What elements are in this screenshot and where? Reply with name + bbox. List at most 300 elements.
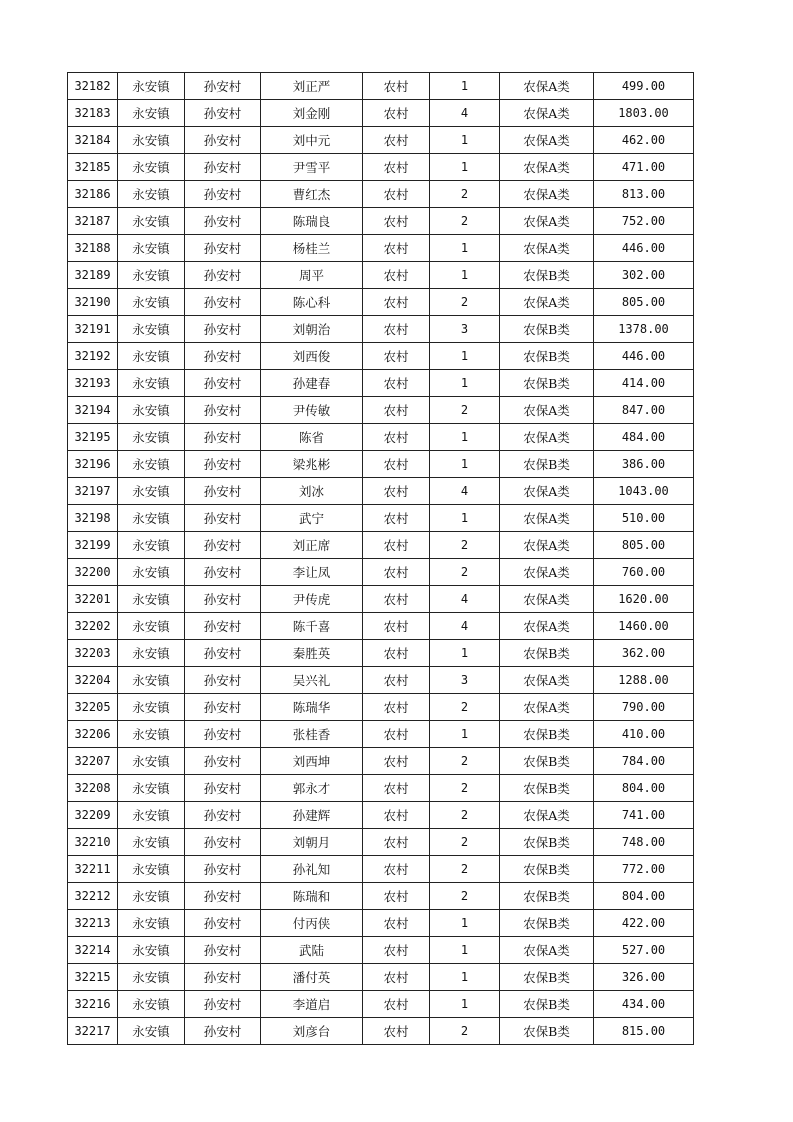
insurance-category-cell: 农保B类 [500,316,594,343]
village-cell: 孙安村 [185,73,261,100]
insurance-category-cell: 农保A类 [500,154,594,181]
member-count-cell: 1 [430,370,500,397]
village-cell: 孙安村 [185,802,261,829]
table-row [68,100,694,127]
amount-cell: 414.00 [594,370,694,397]
record-id-cell: 32202 [68,613,118,640]
insurance-category-cell: 农保A类 [500,127,594,154]
amount-cell: 1288.00 [594,667,694,694]
person-name-cell: 周平 [261,262,363,289]
table-row [68,694,694,721]
amount-cell: 446.00 [594,343,694,370]
insurance-category-cell: 农保B类 [500,262,594,289]
amount-cell: 434.00 [594,991,694,1018]
record-id-cell: 32183 [68,100,118,127]
person-name-cell: 李道启 [261,991,363,1018]
table-row [68,667,694,694]
insurance-category-cell: 农保A类 [500,613,594,640]
amount-cell: 527.00 [594,937,694,964]
village-cell: 孙安村 [185,586,261,613]
household-type-cell: 农村 [363,559,430,586]
insurance-category-cell: 农保A类 [500,235,594,262]
person-name-cell: 李让凤 [261,559,363,586]
record-id-cell: 32215 [68,964,118,991]
household-type-cell: 农村 [363,694,430,721]
record-id-cell: 32198 [68,505,118,532]
insurance-category-cell: 农保B类 [500,775,594,802]
record-id-cell: 32205 [68,694,118,721]
person-name-cell: 曹红杰 [261,181,363,208]
record-id-cell: 32212 [68,883,118,910]
record-id-cell: 32194 [68,397,118,424]
record-id-cell: 32191 [68,316,118,343]
household-type-cell: 农村 [363,856,430,883]
insurance-category-cell: 农保A类 [500,478,594,505]
town-cell: 永安镇 [118,532,185,559]
town-cell: 永安镇 [118,613,185,640]
table-row [68,991,694,1018]
record-id-cell: 32189 [68,262,118,289]
village-cell: 孙安村 [185,100,261,127]
village-cell: 孙安村 [185,748,261,775]
member-count-cell: 1 [430,505,500,532]
household-type-cell: 农村 [363,370,430,397]
household-type-cell: 农村 [363,289,430,316]
record-id-cell: 32214 [68,937,118,964]
town-cell: 永安镇 [118,667,185,694]
record-id-cell: 32201 [68,586,118,613]
table-row [68,748,694,775]
insurance-category-cell: 农保B类 [500,721,594,748]
record-id-cell: 32193 [68,370,118,397]
village-cell: 孙安村 [185,343,261,370]
household-type-cell: 农村 [363,262,430,289]
table-row [68,802,694,829]
village-cell: 孙安村 [185,937,261,964]
village-cell: 孙安村 [185,613,261,640]
member-count-cell: 2 [430,559,500,586]
village-cell: 孙安村 [185,829,261,856]
record-id-cell: 32207 [68,748,118,775]
person-name-cell: 刘朝治 [261,316,363,343]
record-id-cell: 32185 [68,154,118,181]
town-cell: 永安镇 [118,316,185,343]
insurance-category-cell: 农保B类 [500,964,594,991]
insurance-category-cell: 农保A类 [500,937,594,964]
table-row [68,262,694,289]
insurance-category-cell: 农保B类 [500,451,594,478]
insurance-category-cell: 农保A类 [500,802,594,829]
village-cell: 孙安村 [185,289,261,316]
village-cell: 孙安村 [185,181,261,208]
member-count-cell: 3 [430,316,500,343]
table-row [68,316,694,343]
household-type-cell: 农村 [363,100,430,127]
village-cell: 孙安村 [185,559,261,586]
member-count-cell: 4 [430,478,500,505]
village-cell: 孙安村 [185,910,261,937]
insurance-category-cell: 农保A类 [500,73,594,100]
village-cell: 孙安村 [185,667,261,694]
insurance-category-cell: 农保A类 [500,289,594,316]
insurance-category-cell: 农保A类 [500,559,594,586]
town-cell: 永安镇 [118,721,185,748]
person-name-cell: 陈瑞华 [261,694,363,721]
data-table [67,72,694,1045]
town-cell: 永安镇 [118,181,185,208]
record-id-cell: 32206 [68,721,118,748]
insurance-category-cell: 农保A类 [500,208,594,235]
village-cell: 孙安村 [185,208,261,235]
town-cell: 永安镇 [118,856,185,883]
town-cell: 永安镇 [118,505,185,532]
person-name-cell: 郭永才 [261,775,363,802]
record-id-cell: 32187 [68,208,118,235]
town-cell: 永安镇 [118,478,185,505]
amount-cell: 748.00 [594,829,694,856]
household-type-cell: 农村 [363,829,430,856]
person-name-cell: 刘西坤 [261,748,363,775]
member-count-cell: 2 [430,181,500,208]
town-cell: 永安镇 [118,829,185,856]
insurance-category-cell: 农保B类 [500,991,594,1018]
town-cell: 永安镇 [118,802,185,829]
amount-cell: 1460.00 [594,613,694,640]
amount-cell: 790.00 [594,694,694,721]
insurance-category-cell: 农保B类 [500,748,594,775]
record-id-cell: 32208 [68,775,118,802]
person-name-cell: 孙礼知 [261,856,363,883]
member-count-cell: 1 [430,910,500,937]
household-type-cell: 农村 [363,73,430,100]
town-cell: 永安镇 [118,397,185,424]
village-cell: 孙安村 [185,262,261,289]
household-type-cell: 农村 [363,505,430,532]
member-count-cell: 4 [430,613,500,640]
table-row [68,532,694,559]
member-count-cell: 1 [430,640,500,667]
amount-cell: 772.00 [594,856,694,883]
household-type-cell: 农村 [363,154,430,181]
table-row [68,73,694,100]
town-cell: 永安镇 [118,640,185,667]
person-name-cell: 武宁 [261,505,363,532]
table-body [68,73,694,1045]
person-name-cell: 刘正席 [261,532,363,559]
member-count-cell: 1 [430,154,500,181]
amount-cell: 804.00 [594,883,694,910]
insurance-category-cell: 农保A类 [500,532,594,559]
member-count-cell: 1 [430,721,500,748]
person-name-cell: 陈省 [261,424,363,451]
insurance-category-cell: 农保B类 [500,910,594,937]
town-cell: 永安镇 [118,100,185,127]
household-type-cell: 农村 [363,964,430,991]
table-row [68,289,694,316]
amount-cell: 422.00 [594,910,694,937]
table-row [68,1018,694,1045]
table-row [68,937,694,964]
insurance-category-cell: 农保B类 [500,829,594,856]
person-name-cell: 刘西俊 [261,343,363,370]
village-cell: 孙安村 [185,127,261,154]
amount-cell: 410.00 [594,721,694,748]
village-cell: 孙安村 [185,694,261,721]
member-count-cell: 2 [430,883,500,910]
insurance-category-cell: 农保A类 [500,424,594,451]
member-count-cell: 4 [430,100,500,127]
table-row [68,559,694,586]
person-name-cell: 陈心科 [261,289,363,316]
table-row [68,127,694,154]
household-type-cell: 农村 [363,586,430,613]
person-name-cell: 潘付英 [261,964,363,991]
household-type-cell: 农村 [363,343,430,370]
household-type-cell: 农村 [363,181,430,208]
member-count-cell: 2 [430,532,500,559]
member-count-cell: 2 [430,748,500,775]
town-cell: 永安镇 [118,694,185,721]
town-cell: 永安镇 [118,343,185,370]
member-count-cell: 1 [430,262,500,289]
table-row [68,343,694,370]
household-type-cell: 农村 [363,802,430,829]
member-count-cell: 2 [430,856,500,883]
household-type-cell: 农村 [363,478,430,505]
amount-cell: 805.00 [594,532,694,559]
amount-cell: 386.00 [594,451,694,478]
member-count-cell: 2 [430,802,500,829]
village-cell: 孙安村 [185,640,261,667]
village-cell: 孙安村 [185,964,261,991]
table-row [68,613,694,640]
record-id-cell: 32209 [68,802,118,829]
amount-cell: 471.00 [594,154,694,181]
record-id-cell: 32184 [68,127,118,154]
town-cell: 永安镇 [118,262,185,289]
household-type-cell: 农村 [363,775,430,802]
household-type-cell: 农村 [363,127,430,154]
record-id-cell: 32182 [68,73,118,100]
town-cell: 永安镇 [118,208,185,235]
village-cell: 孙安村 [185,721,261,748]
table-row [68,775,694,802]
amount-cell: 1043.00 [594,478,694,505]
household-type-cell: 农村 [363,316,430,343]
table-row [68,883,694,910]
household-type-cell: 农村 [363,640,430,667]
record-id-cell: 32213 [68,910,118,937]
amount-cell: 362.00 [594,640,694,667]
town-cell: 永安镇 [118,370,185,397]
person-name-cell: 刘金刚 [261,100,363,127]
person-name-cell: 杨桂兰 [261,235,363,262]
person-name-cell: 尹雪平 [261,154,363,181]
member-count-cell: 2 [430,1018,500,1045]
amount-cell: 752.00 [594,208,694,235]
member-count-cell: 2 [430,289,500,316]
amount-cell: 1378.00 [594,316,694,343]
town-cell: 永安镇 [118,991,185,1018]
person-name-cell: 刘正严 [261,73,363,100]
person-name-cell: 秦胜英 [261,640,363,667]
town-cell: 永安镇 [118,73,185,100]
table-row [68,721,694,748]
village-cell: 孙安村 [185,235,261,262]
person-name-cell: 武陆 [261,937,363,964]
record-id-cell: 32216 [68,991,118,1018]
town-cell: 永安镇 [118,775,185,802]
town-cell: 永安镇 [118,964,185,991]
table-row [68,397,694,424]
household-type-cell: 农村 [363,721,430,748]
amount-cell: 510.00 [594,505,694,532]
amount-cell: 805.00 [594,289,694,316]
household-type-cell: 农村 [363,1018,430,1045]
town-cell: 永安镇 [118,937,185,964]
table-row [68,505,694,532]
record-id-cell: 32204 [68,667,118,694]
table-row [68,208,694,235]
person-name-cell: 梁兆彬 [261,451,363,478]
village-cell: 孙安村 [185,451,261,478]
town-cell: 永安镇 [118,1018,185,1045]
table-row [68,856,694,883]
member-count-cell: 2 [430,694,500,721]
village-cell: 孙安村 [185,370,261,397]
insurance-category-cell: 农保B类 [500,1018,594,1045]
village-cell: 孙安村 [185,505,261,532]
person-name-cell: 刘中元 [261,127,363,154]
insurance-category-cell: 农保B类 [500,640,594,667]
village-cell: 孙安村 [185,883,261,910]
table-row [68,640,694,667]
member-count-cell: 1 [430,451,500,478]
household-type-cell: 农村 [363,910,430,937]
table-row [68,181,694,208]
household-type-cell: 农村 [363,991,430,1018]
insurance-category-cell: 农保B类 [500,370,594,397]
member-count-cell: 2 [430,208,500,235]
person-name-cell: 孙建春 [261,370,363,397]
town-cell: 永安镇 [118,127,185,154]
member-count-cell: 1 [430,343,500,370]
member-count-cell: 1 [430,964,500,991]
table-row [68,829,694,856]
town-cell: 永安镇 [118,910,185,937]
table-row [68,451,694,478]
person-name-cell: 陈瑞良 [261,208,363,235]
person-name-cell: 刘朝月 [261,829,363,856]
member-count-cell: 3 [430,667,500,694]
table-row [68,424,694,451]
amount-cell: 813.00 [594,181,694,208]
amount-cell: 446.00 [594,235,694,262]
table-row [68,154,694,181]
member-count-cell: 1 [430,73,500,100]
amount-cell: 1620.00 [594,586,694,613]
village-cell: 孙安村 [185,991,261,1018]
person-name-cell: 陈千喜 [261,613,363,640]
record-id-cell: 32200 [68,559,118,586]
member-count-cell: 1 [430,424,500,451]
household-type-cell: 农村 [363,235,430,262]
village-cell: 孙安村 [185,397,261,424]
record-id-cell: 32190 [68,289,118,316]
person-name-cell: 吴兴礼 [261,667,363,694]
person-name-cell: 陈瑞和 [261,883,363,910]
record-id-cell: 32192 [68,343,118,370]
record-id-cell: 32195 [68,424,118,451]
table-row [68,586,694,613]
person-name-cell: 孙建辉 [261,802,363,829]
insurance-category-cell: 农保A类 [500,586,594,613]
insurance-category-cell: 农保A类 [500,505,594,532]
member-count-cell: 1 [430,937,500,964]
household-type-cell: 农村 [363,532,430,559]
member-count-cell: 1 [430,991,500,1018]
amount-cell: 741.00 [594,802,694,829]
town-cell: 永安镇 [118,451,185,478]
amount-cell: 815.00 [594,1018,694,1045]
record-id-cell: 32197 [68,478,118,505]
amount-cell: 847.00 [594,397,694,424]
village-cell: 孙安村 [185,478,261,505]
village-cell: 孙安村 [185,424,261,451]
household-type-cell: 农村 [363,883,430,910]
record-id-cell: 32203 [68,640,118,667]
member-count-cell: 2 [430,829,500,856]
village-cell: 孙安村 [185,1018,261,1045]
record-id-cell: 32188 [68,235,118,262]
table-row [68,235,694,262]
insurance-category-cell: 农保A类 [500,397,594,424]
village-cell: 孙安村 [185,532,261,559]
amount-cell: 484.00 [594,424,694,451]
household-type-cell: 农村 [363,937,430,964]
town-cell: 永安镇 [118,748,185,775]
member-count-cell: 2 [430,775,500,802]
record-id-cell: 32196 [68,451,118,478]
person-name-cell: 张桂香 [261,721,363,748]
town-cell: 永安镇 [118,424,185,451]
household-type-cell: 农村 [363,748,430,775]
person-name-cell: 刘彦台 [261,1018,363,1045]
household-type-cell: 农村 [363,397,430,424]
record-id-cell: 32217 [68,1018,118,1045]
member-count-cell: 1 [430,235,500,262]
town-cell: 永安镇 [118,154,185,181]
household-type-cell: 农村 [363,451,430,478]
person-name-cell: 付丙侠 [261,910,363,937]
insurance-category-cell: 农保B类 [500,856,594,883]
insurance-category-cell: 农保A类 [500,667,594,694]
town-cell: 永安镇 [118,586,185,613]
record-id-cell: 32210 [68,829,118,856]
town-cell: 永安镇 [118,559,185,586]
insurance-category-cell: 农保A类 [500,100,594,127]
member-count-cell: 1 [430,127,500,154]
amount-cell: 804.00 [594,775,694,802]
record-id-cell: 32211 [68,856,118,883]
village-cell: 孙安村 [185,856,261,883]
insurance-category-cell: 农保B类 [500,343,594,370]
insurance-category-cell: 农保A类 [500,694,594,721]
town-cell: 永安镇 [118,289,185,316]
household-type-cell: 农村 [363,208,430,235]
record-id-cell: 32186 [68,181,118,208]
village-cell: 孙安村 [185,316,261,343]
